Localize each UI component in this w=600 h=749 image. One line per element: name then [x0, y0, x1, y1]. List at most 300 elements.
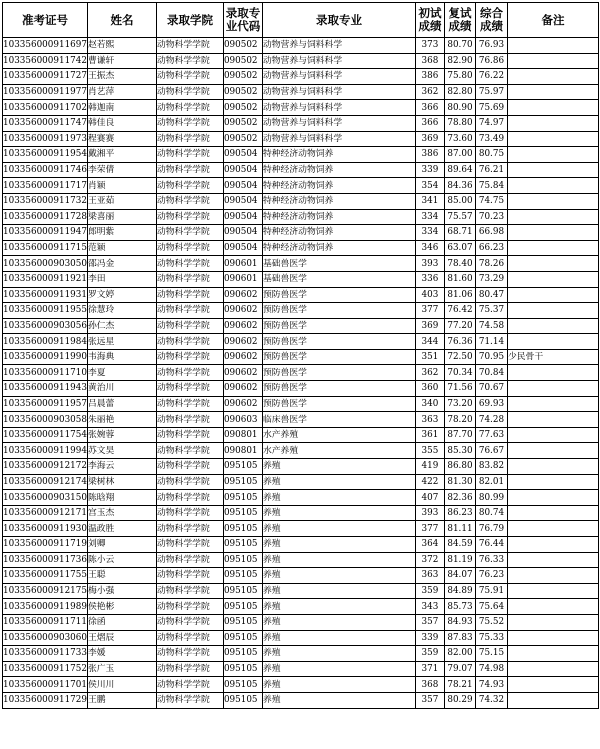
cell-prelim-score: 346 [415, 240, 444, 256]
cell-retest-score: 84.07 [444, 568, 475, 584]
cell-remarks [507, 271, 598, 287]
cell-major-code: 095105 [223, 521, 262, 537]
cell-major-code: 090602 [223, 349, 262, 365]
cell-exam-id: 103356000911947 [3, 225, 88, 241]
cell-major: 预防兽医学 [262, 334, 415, 350]
cell-name: 王振杰 [87, 69, 156, 85]
cell-retest-score: 84.89 [444, 583, 475, 599]
table-row [3, 646, 599, 662]
cell-total-score: 75.97 [475, 84, 507, 100]
cell-prelim-score: 366 [415, 100, 444, 116]
cell-college: 动物科学学院 [156, 256, 223, 272]
cell-total-score: 77.63 [475, 427, 507, 443]
cell-major: 特种经济动物饲养 [262, 162, 415, 178]
cell-retest-score: 86.80 [444, 459, 475, 475]
cell-name: 黄治川 [87, 381, 156, 397]
cell-major: 动物营养与饲料科学 [262, 38, 415, 54]
cell-major: 动物营养与饲料科学 [262, 69, 415, 85]
cell-total-score: 74.98 [475, 661, 507, 677]
cell-exam-id: 103356000911955 [3, 303, 88, 319]
cell-retest-score: 82.90 [444, 53, 475, 69]
cell-remarks [507, 412, 598, 428]
cell-retest-score: 89.64 [444, 162, 475, 178]
cell-name: 陈晗翔 [87, 490, 156, 506]
cell-retest-score: 73.20 [444, 396, 475, 412]
header-retest-score: 复试成绩 [444, 3, 475, 38]
cell-retest-score: 82.00 [444, 646, 475, 662]
cell-college: 动物科学学院 [156, 599, 223, 615]
cell-remarks [507, 396, 598, 412]
cell-name: 徐函 [87, 614, 156, 630]
table-row [3, 537, 599, 553]
cell-major-code: 095105 [223, 568, 262, 584]
cell-name: 刘卿 [87, 537, 156, 553]
cell-retest-score: 84.36 [444, 178, 475, 194]
cell-prelim-score: 364 [415, 537, 444, 553]
header-name: 姓名 [87, 3, 156, 38]
cell-major-code: 095105 [223, 677, 262, 693]
cell-prelim-score: 361 [415, 427, 444, 443]
cell-prelim-score: 366 [415, 115, 444, 131]
cell-exam-id: 103356000911984 [3, 334, 88, 350]
cell-total-score: 76.21 [475, 162, 507, 178]
cell-retest-score: 70.34 [444, 365, 475, 381]
cell-remarks [507, 677, 598, 693]
cell-exam-id: 103356000911711 [3, 614, 88, 630]
header-major: 录取专业 [262, 3, 415, 38]
cell-total-score: 75.52 [475, 614, 507, 630]
cell-major: 养殖 [262, 661, 415, 677]
cell-college: 动物科学学院 [156, 646, 223, 662]
cell-total-score: 76.86 [475, 53, 507, 69]
cell-major: 特种经济动物饲养 [262, 225, 415, 241]
cell-name: 吕晨蕾 [87, 396, 156, 412]
cell-remarks [507, 599, 598, 615]
cell-prelim-score: 422 [415, 474, 444, 490]
cell-major: 特种经济动物饲养 [262, 240, 415, 256]
cell-major-code: 095105 [223, 552, 262, 568]
cell-college: 动物科学学院 [156, 178, 223, 194]
cell-college: 动物科学学院 [156, 131, 223, 147]
cell-college: 动物科学学院 [156, 84, 223, 100]
cell-retest-score: 78.20 [444, 412, 475, 428]
cell-exam-id: 103356000911732 [3, 193, 88, 209]
cell-remarks [507, 115, 598, 131]
cell-major-code: 090504 [223, 225, 262, 241]
cell-college: 动物科学学院 [156, 318, 223, 334]
cell-remarks [507, 474, 598, 490]
cell-name: 曹谦轩 [87, 53, 156, 69]
cell-exam-id: 103356000911746 [3, 162, 88, 178]
cell-exam-id: 103356000911957 [3, 396, 88, 412]
table-row [3, 365, 599, 381]
cell-exam-id: 103356000911977 [3, 84, 88, 100]
cell-total-score: 71.14 [475, 334, 507, 350]
cell-total-score: 75.15 [475, 646, 507, 662]
table-row [3, 427, 599, 443]
table-row [3, 303, 599, 319]
cell-prelim-score: 334 [415, 225, 444, 241]
cell-college: 动物科学学院 [156, 677, 223, 693]
cell-major: 养殖 [262, 490, 415, 506]
cell-total-score: 80.75 [475, 147, 507, 163]
cell-remarks [507, 490, 598, 506]
cell-major-code: 095105 [223, 692, 262, 708]
cell-remarks [507, 365, 598, 381]
cell-prelim-score: 372 [415, 552, 444, 568]
cell-retest-score: 87.83 [444, 630, 475, 646]
cell-prelim-score: 340 [415, 396, 444, 412]
cell-college: 动物科学学院 [156, 661, 223, 677]
cell-major: 动物营养与饲料科学 [262, 115, 415, 131]
cell-exam-id: 103356000911736 [3, 552, 88, 568]
cell-name: 戴湘平 [87, 147, 156, 163]
cell-remarks [507, 521, 598, 537]
table-row [3, 692, 599, 708]
cell-major: 养殖 [262, 474, 415, 490]
cell-prelim-score: 357 [415, 692, 444, 708]
cell-prelim-score: 362 [415, 365, 444, 381]
cell-name: 李媛 [87, 646, 156, 662]
cell-major: 动物营养与饲料科学 [262, 100, 415, 116]
cell-major: 养殖 [262, 646, 415, 662]
cell-major: 基础兽医学 [262, 271, 415, 287]
cell-total-score: 74.32 [475, 692, 507, 708]
cell-name: 朱丽艳 [87, 412, 156, 428]
cell-prelim-score: 357 [415, 614, 444, 630]
cell-prelim-score: 386 [415, 69, 444, 85]
cell-college: 动物科学学院 [156, 115, 223, 131]
cell-major: 养殖 [262, 537, 415, 553]
cell-major: 水产养殖 [262, 443, 415, 459]
cell-retest-score: 78.21 [444, 677, 475, 693]
cell-college: 动物科学学院 [156, 381, 223, 397]
cell-major-code: 090602 [223, 381, 262, 397]
table-row [3, 178, 599, 194]
cell-major-code: 090504 [223, 193, 262, 209]
cell-major-code: 090504 [223, 240, 262, 256]
cell-exam-id: 103356000911717 [3, 178, 88, 194]
cell-total-score: 76.22 [475, 69, 507, 85]
cell-exam-id: 103356000912171 [3, 505, 88, 521]
cell-exam-id: 103356000911697 [3, 38, 88, 54]
cell-college: 动物科学学院 [156, 334, 223, 350]
cell-retest-score: 76.36 [444, 334, 475, 350]
cell-major-code: 090602 [223, 365, 262, 381]
cell-remarks [507, 318, 598, 334]
cell-college: 动物科学学院 [156, 537, 223, 553]
cell-major-code: 090502 [223, 84, 262, 100]
cell-exam-id: 103356000911752 [3, 661, 88, 677]
cell-remarks [507, 193, 598, 209]
table-row [3, 614, 599, 630]
cell-remarks [507, 53, 598, 69]
cell-prelim-score: 363 [415, 412, 444, 428]
cell-major: 动物营养与饲料科学 [262, 131, 415, 147]
cell-prelim-score: 354 [415, 178, 444, 194]
cell-exam-id: 103356000911754 [3, 427, 88, 443]
cell-retest-score: 86.23 [444, 505, 475, 521]
cell-exam-id: 103356000912175 [3, 583, 88, 599]
cell-total-score: 80.74 [475, 505, 507, 521]
cell-exam-id: 103356000911728 [3, 209, 88, 225]
header-exam-id: 准考证号 [3, 3, 88, 38]
cell-college: 动物科学学院 [156, 568, 223, 584]
cell-major-code: 095105 [223, 505, 262, 521]
cell-retest-score: 78.80 [444, 115, 475, 131]
table-row [3, 630, 599, 646]
cell-prelim-score: 362 [415, 84, 444, 100]
cell-retest-score: 77.20 [444, 318, 475, 334]
cell-major: 养殖 [262, 552, 415, 568]
table-row [3, 490, 599, 506]
cell-total-score: 74.93 [475, 677, 507, 693]
cell-exam-id: 103356000911930 [3, 521, 88, 537]
cell-exam-id: 103356000911701 [3, 677, 88, 693]
cell-major-code: 095105 [223, 459, 262, 475]
cell-major-code: 095105 [223, 490, 262, 506]
cell-major-code: 090502 [223, 38, 262, 54]
cell-name: 张广玉 [87, 661, 156, 677]
cell-major: 预防兽医学 [262, 381, 415, 397]
cell-exam-id: 103356000911729 [3, 692, 88, 708]
table-row [3, 412, 599, 428]
cell-name: 徐慧玲 [87, 303, 156, 319]
cell-remarks [507, 630, 598, 646]
cell-college: 动物科学学院 [156, 490, 223, 506]
cell-retest-score: 76.42 [444, 303, 475, 319]
cell-remarks [507, 568, 598, 584]
cell-remarks [507, 505, 598, 521]
cell-name: 孙仁杰 [87, 318, 156, 334]
cell-exam-id: 103356000912174 [3, 474, 88, 490]
cell-major-code: 090601 [223, 271, 262, 287]
cell-prelim-score: 341 [415, 193, 444, 209]
cell-name: 侯艳彬 [87, 599, 156, 615]
cell-total-score: 74.97 [475, 115, 507, 131]
cell-college: 动物科学学院 [156, 209, 223, 225]
cell-retest-score: 71.56 [444, 381, 475, 397]
cell-name: 肖艺萍 [87, 84, 156, 100]
cell-college: 动物科学学院 [156, 287, 223, 303]
cell-remarks [507, 131, 598, 147]
cell-college: 动物科学学院 [156, 193, 223, 209]
cell-major: 水产养殖 [262, 427, 415, 443]
cell-remarks [507, 614, 598, 630]
cell-major: 养殖 [262, 568, 415, 584]
cell-total-score: 70.67 [475, 381, 507, 397]
cell-prelim-score: 363 [415, 568, 444, 584]
cell-exam-id: 103356000911921 [3, 271, 88, 287]
cell-prelim-score: 407 [415, 490, 444, 506]
cell-total-score: 75.91 [475, 583, 507, 599]
cell-remarks [507, 240, 598, 256]
cell-major-code: 090602 [223, 334, 262, 350]
cell-prelim-score: 339 [415, 162, 444, 178]
cell-total-score: 76.33 [475, 552, 507, 568]
cell-college: 动物科学学院 [156, 38, 223, 54]
cell-prelim-score: 344 [415, 334, 444, 350]
cell-major-code: 090502 [223, 53, 262, 69]
cell-retest-score: 75.80 [444, 69, 475, 85]
cell-exam-id: 103356000911755 [3, 568, 88, 584]
cell-name: 陈小云 [87, 552, 156, 568]
table-row [3, 287, 599, 303]
cell-major-code: 090502 [223, 100, 262, 116]
cell-major: 预防兽医学 [262, 303, 415, 319]
cell-exam-id: 103356000911719 [3, 537, 88, 553]
cell-name: 梅小强 [87, 583, 156, 599]
table-row [3, 225, 599, 241]
cell-total-score: 78.26 [475, 256, 507, 272]
cell-major: 养殖 [262, 505, 415, 521]
cell-college: 动物科学学院 [156, 505, 223, 521]
cell-total-score: 66.23 [475, 240, 507, 256]
cell-prelim-score: 359 [415, 583, 444, 599]
cell-retest-score: 75.57 [444, 209, 475, 225]
cell-college: 动物科学学院 [156, 630, 223, 646]
cell-remarks [507, 147, 598, 163]
cell-remarks [507, 225, 598, 241]
cell-prelim-score: 336 [415, 271, 444, 287]
cell-major-code: 090502 [223, 69, 262, 85]
cell-exam-id: 103356000911733 [3, 646, 88, 662]
cell-exam-id: 103356000911954 [3, 147, 88, 163]
cell-college: 动物科学学院 [156, 303, 223, 319]
cell-exam-id: 103356000911973 [3, 131, 88, 147]
cell-exam-id: 103356000903058 [3, 412, 88, 428]
cell-prelim-score: 369 [415, 131, 444, 147]
cell-remarks [507, 178, 598, 194]
cell-total-score: 75.64 [475, 599, 507, 615]
cell-prelim-score: 377 [415, 303, 444, 319]
cell-retest-score: 87.00 [444, 147, 475, 163]
cell-college: 动物科学学院 [156, 443, 223, 459]
cell-major: 特种经济动物饲养 [262, 193, 415, 209]
cell-name: 王聪 [87, 568, 156, 584]
cell-major-code: 090504 [223, 178, 262, 194]
cell-exam-id: 103356000911747 [3, 115, 88, 131]
cell-major-code: 095105 [223, 614, 262, 630]
cell-prelim-score: 351 [415, 349, 444, 365]
cell-exam-id: 103356000911931 [3, 287, 88, 303]
cell-college: 动物科学学院 [156, 69, 223, 85]
cell-major: 临床兽医学 [262, 412, 415, 428]
cell-total-score: 80.99 [475, 490, 507, 506]
cell-total-score: 75.37 [475, 303, 507, 319]
cell-exam-id: 103356000911742 [3, 53, 88, 69]
cell-exam-id: 103356000911727 [3, 69, 88, 85]
cell-exam-id: 103356000903050 [3, 256, 88, 272]
cell-prelim-score: 368 [415, 53, 444, 69]
cell-major-code: 090602 [223, 287, 262, 303]
cell-exam-id: 103356000903056 [3, 318, 88, 334]
table-row [3, 381, 599, 397]
header-prelim-score: 初试成绩 [415, 3, 444, 38]
cell-major: 特种经济动物饲养 [262, 178, 415, 194]
cell-total-score: 76.79 [475, 521, 507, 537]
cell-major-code: 090502 [223, 131, 262, 147]
cell-retest-score: 82.36 [444, 490, 475, 506]
table-row [3, 131, 599, 147]
cell-name: 肖颖 [87, 178, 156, 194]
cell-total-score: 83.82 [475, 459, 507, 475]
cell-retest-score: 85.73 [444, 599, 475, 615]
cell-total-score: 75.33 [475, 630, 507, 646]
table-row [3, 599, 599, 615]
cell-name: 程赛赛 [87, 131, 156, 147]
table-row [3, 349, 599, 365]
cell-college: 动物科学学院 [156, 427, 223, 443]
cell-total-score: 73.49 [475, 131, 507, 147]
table-row [3, 271, 599, 287]
cell-total-score: 69.93 [475, 396, 507, 412]
table-row [3, 443, 599, 459]
cell-remarks [507, 69, 598, 85]
cell-total-score: 76.23 [475, 568, 507, 584]
cell-major-code: 090603 [223, 412, 262, 428]
cell-name: 罗文婷 [87, 287, 156, 303]
cell-remarks [507, 209, 598, 225]
table-row [3, 661, 599, 677]
table-row [3, 677, 599, 693]
cell-total-score: 66.98 [475, 225, 507, 241]
cell-total-score: 76.67 [475, 443, 507, 459]
cell-college: 动物科学学院 [156, 396, 223, 412]
cell-remarks [507, 381, 598, 397]
cell-major-code: 095105 [223, 583, 262, 599]
cell-prelim-score: 368 [415, 677, 444, 693]
cell-total-score: 70.95 [475, 349, 507, 365]
table-row [3, 100, 599, 116]
cell-major: 预防兽医学 [262, 287, 415, 303]
cell-prelim-score: 419 [415, 459, 444, 475]
cell-prelim-score: 386 [415, 147, 444, 163]
cell-retest-score: 87.70 [444, 427, 475, 443]
table-row [3, 38, 599, 54]
table-row [3, 505, 599, 521]
cell-remarks [507, 162, 598, 178]
cell-name: 郎明紫 [87, 225, 156, 241]
cell-remarks [507, 256, 598, 272]
cell-college: 动物科学学院 [156, 365, 223, 381]
cell-prelim-score: 359 [415, 646, 444, 662]
cell-name: 苏文昊 [87, 443, 156, 459]
cell-exam-id: 103356000911990 [3, 349, 88, 365]
cell-major-code: 090602 [223, 396, 262, 412]
cell-retest-score: 82.80 [444, 84, 475, 100]
cell-name: 李海云 [87, 459, 156, 475]
table-row [3, 147, 599, 163]
cell-retest-score: 78.40 [444, 256, 475, 272]
cell-retest-score: 73.60 [444, 131, 475, 147]
cell-retest-score: 80.70 [444, 38, 475, 54]
cell-college: 动物科学学院 [156, 162, 223, 178]
cell-college: 动物科学学院 [156, 240, 223, 256]
cell-college: 动物科学学院 [156, 552, 223, 568]
cell-name: 温政胜 [87, 521, 156, 537]
cell-major-code: 095105 [223, 599, 262, 615]
cell-major: 预防兽医学 [262, 318, 415, 334]
cell-remarks [507, 334, 598, 350]
cell-major: 养殖 [262, 599, 415, 615]
cell-major-code: 090801 [223, 443, 262, 459]
cell-name: 韦海典 [87, 349, 156, 365]
cell-remarks [507, 583, 598, 599]
table-row [3, 459, 599, 475]
cell-major: 养殖 [262, 459, 415, 475]
cell-major: 养殖 [262, 614, 415, 630]
